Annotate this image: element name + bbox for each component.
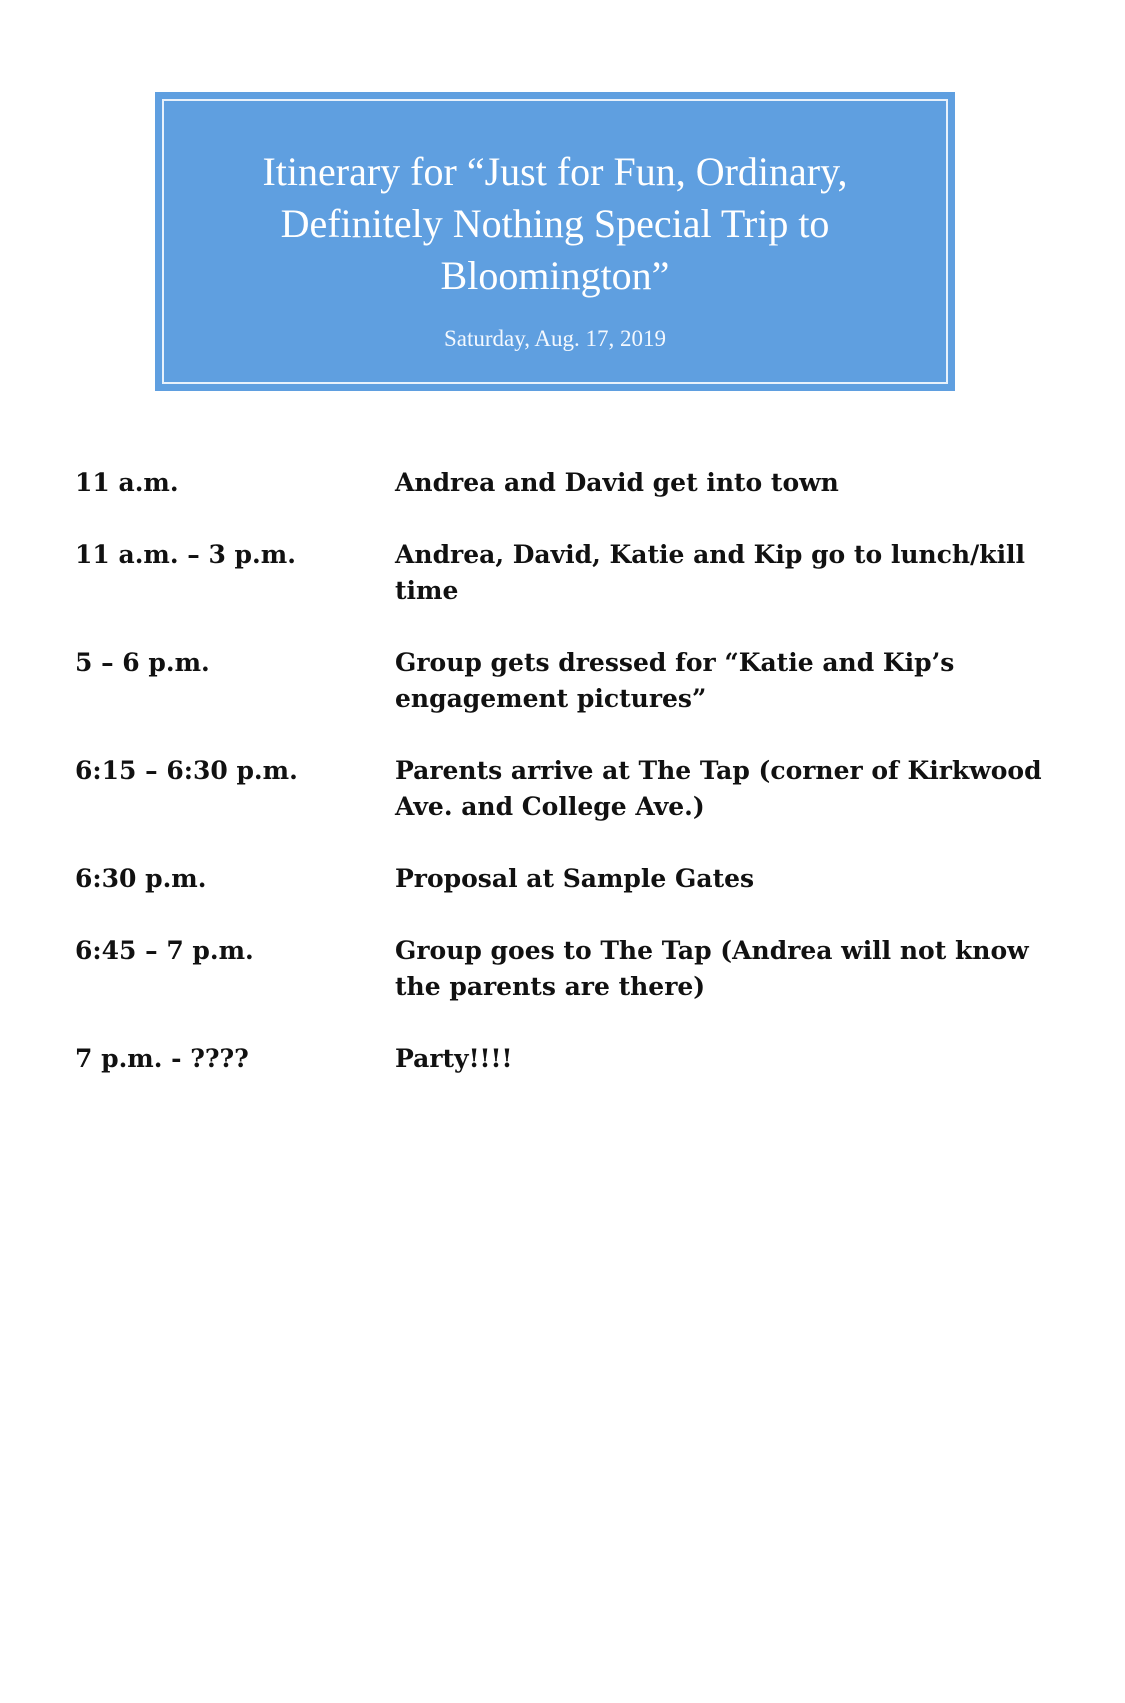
schedule-time: 6:15 – 6:30 p.m. xyxy=(75,756,298,785)
schedule-description: Party!!!! xyxy=(395,1044,513,1073)
schedule-time: 11 a.m. xyxy=(75,468,179,497)
schedule-description: Andrea, David, Katie and Kip go to lunch/kill time xyxy=(395,540,1026,605)
schedule-row xyxy=(75,861,1055,897)
itinerary-date: Saturday, Aug. 17, 2019 xyxy=(443,326,667,351)
schedule-time: 5 – 6 p.m. xyxy=(75,648,210,677)
schedule-row xyxy=(75,465,1055,501)
schedule-time: 6:45 – 7 p.m. xyxy=(75,936,254,965)
schedule-row xyxy=(75,933,1055,1005)
schedule-description: Group gets dressed for “Katie and Kip’s engagement pictures” xyxy=(395,648,955,713)
schedule-row xyxy=(75,1041,1055,1077)
schedule-row xyxy=(75,645,1055,717)
schedule-time: 7 p.m. - ???? xyxy=(75,1044,249,1073)
schedule-time: 11 a.m. – 3 p.m. xyxy=(75,540,296,569)
schedule-list xyxy=(75,465,1055,1113)
schedule-row xyxy=(75,753,1055,825)
schedule-description: Andrea and David get into town xyxy=(395,468,839,497)
schedule-description: Proposal at Sample Gates xyxy=(395,864,755,893)
schedule-description: Group goes to The Tap (Andrea will not know the parents are there) xyxy=(395,936,1029,1001)
header-inner-border xyxy=(162,99,948,384)
itinerary-title: Itinerary for “Just for Fun, Ordinary, Definitely Nothing Special Trip to Bloomington” xyxy=(262,149,848,298)
schedule-row xyxy=(75,537,1055,609)
schedule-time: 6:30 p.m. xyxy=(75,864,207,893)
schedule-description: Parents arrive at The Tap (corner of Kirkwood Ave. and College Ave.) xyxy=(395,756,1042,821)
itinerary-header xyxy=(155,92,955,391)
